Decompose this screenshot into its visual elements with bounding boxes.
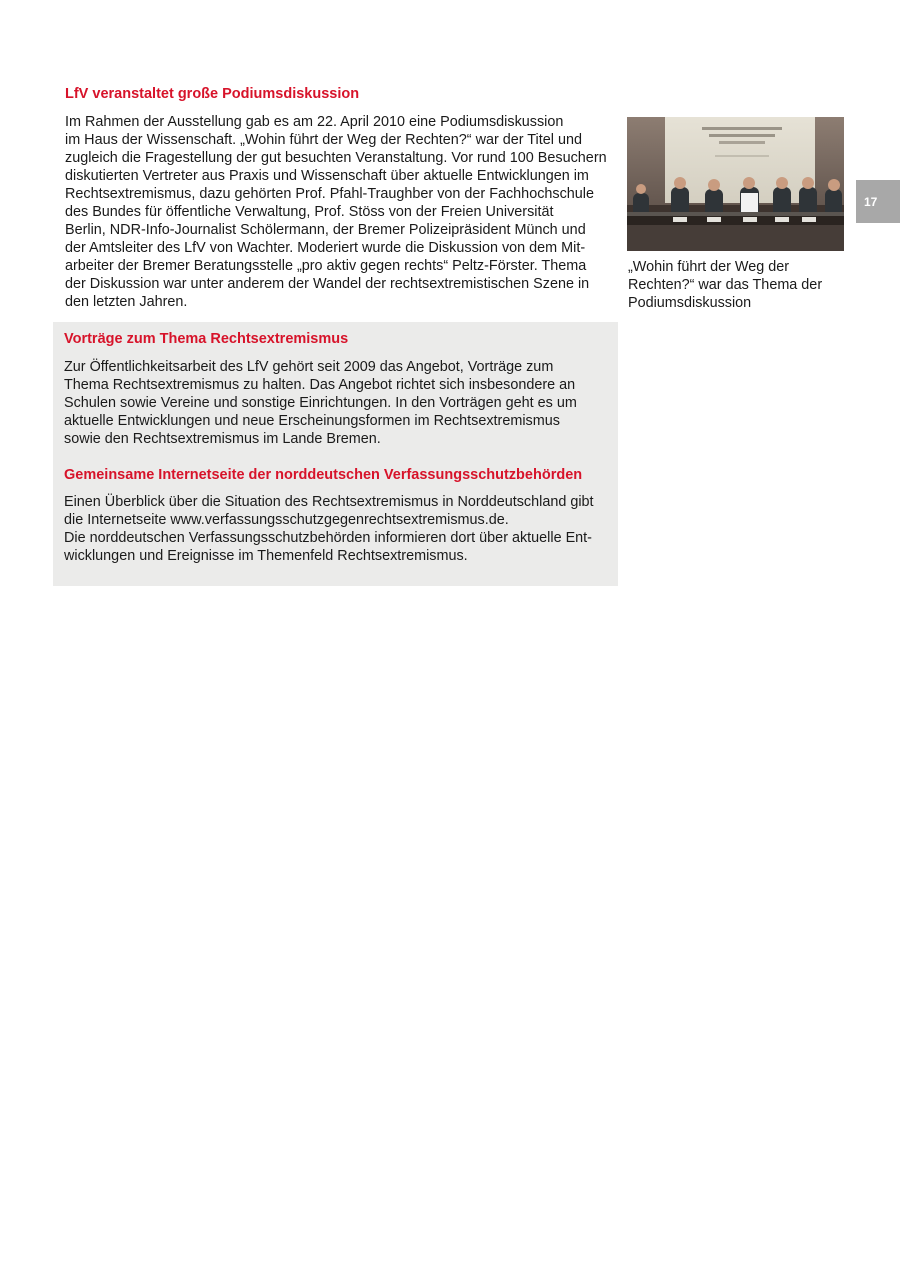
caption-line: Rechten?“ war das Thema der	[628, 277, 823, 293]
section-heading: LfV veranstaltet große Podiumsdiskussion	[65, 86, 360, 102]
section-paragraph	[65, 113, 610, 311]
paragraph-line: sowie den Rechtsextremismus im Lande Bremen.	[64, 431, 381, 447]
box-heading-lectures: Vorträge zum Thema Rechtsextremismus	[64, 331, 349, 347]
paragraph-line: Die norddeutschen Verfassungsschutzbehörden informieren dort über aktuelle Ent-	[64, 530, 592, 546]
info-box	[53, 322, 618, 586]
paragraph-line: Einen Überblick über die Situation des Rechtsextremismus in Norddeutschland gibt	[64, 494, 594, 510]
paragraph-line: der Diskussion war unter anderem der Wandel der rechtsextremistischen Szene in	[65, 276, 590, 292]
paragraph-line: aktuelle Entwicklungen und neue Erscheinungsformen im Rechtsextremismus	[64, 413, 560, 429]
paragraph-line: arbeiter der Bremer Beratungsstelle „pro aktiv gegen rechts“ Peltz-Förster. Thema	[65, 258, 587, 274]
paragraph-line: im Haus der Wissenschaft. „Wohin führt der Weg der Rechten?“ war der Titel und	[65, 132, 582, 148]
box-heading-website: Gemeinsame Internetseite der norddeutschen Verfassungsschutzbehörden	[64, 467, 583, 483]
paragraph-line: diskutierten Vertreter aus Praxis und Wissenschaft über aktuelle Entwicklungen im	[65, 168, 589, 184]
box-paragraph-lectures	[64, 358, 604, 448]
paragraph-line: die Internetseite www.verfassungsschutzgegenrechtsextremismus.de.	[64, 512, 509, 528]
paragraph-line: Im Rahmen der Ausstellung gab es am 22. April 2010 eine Podiumsdiskussion	[65, 114, 564, 130]
paragraph-line: Schulen sowie Vereine und sonstige Einrichtungen. In den Vorträgen geht es um	[64, 395, 577, 411]
paragraph-line: der Amtsleiter des LfV von Wachter. Moderiert wurde die Diskussion von dem Mit-	[65, 240, 586, 256]
page-number: 17	[864, 195, 878, 209]
photo-illustration	[627, 117, 844, 251]
paragraph-line: wicklungen und Ereignisse im Themenfeld Rechtsextremismus.	[64, 548, 468, 564]
paragraph-line: des Bundes für öffentliche Verwaltung, Prof. Stöss von der Freien Universität	[65, 204, 554, 220]
paragraph-line: Berlin, NDR-Info-Journalist Schölermann, der Bremer Polizeipräsident Münch und	[65, 222, 586, 238]
paragraph-line: Thema Rechtsextremismus zu halten. Das Angebot richtet sich insbesondere an	[64, 377, 576, 393]
box-paragraph-website	[64, 493, 604, 565]
paragraph-line: Rechtsextremismus, dazu gehörten Prof. Pfahl-Traughber von der Fachhochschule	[65, 186, 594, 202]
paragraph-line: den letzten Jahren.	[65, 294, 188, 310]
panel-discussion-photo	[627, 117, 844, 251]
paragraph-line: zugleich die Fragestellung der gut besuchten Veranstaltung. Vor rund 100 Besuchern	[65, 150, 607, 166]
photo-caption	[628, 258, 843, 312]
paragraph-line: Zur Öffentlichkeitsarbeit des LfV gehört seit 2009 das Angebot, Vorträge zum	[64, 359, 554, 375]
caption-line: „Wohin führt der Weg der	[628, 259, 790, 275]
page-number-tab	[856, 180, 900, 223]
caption-line: Podiumsdiskussion	[628, 295, 752, 311]
